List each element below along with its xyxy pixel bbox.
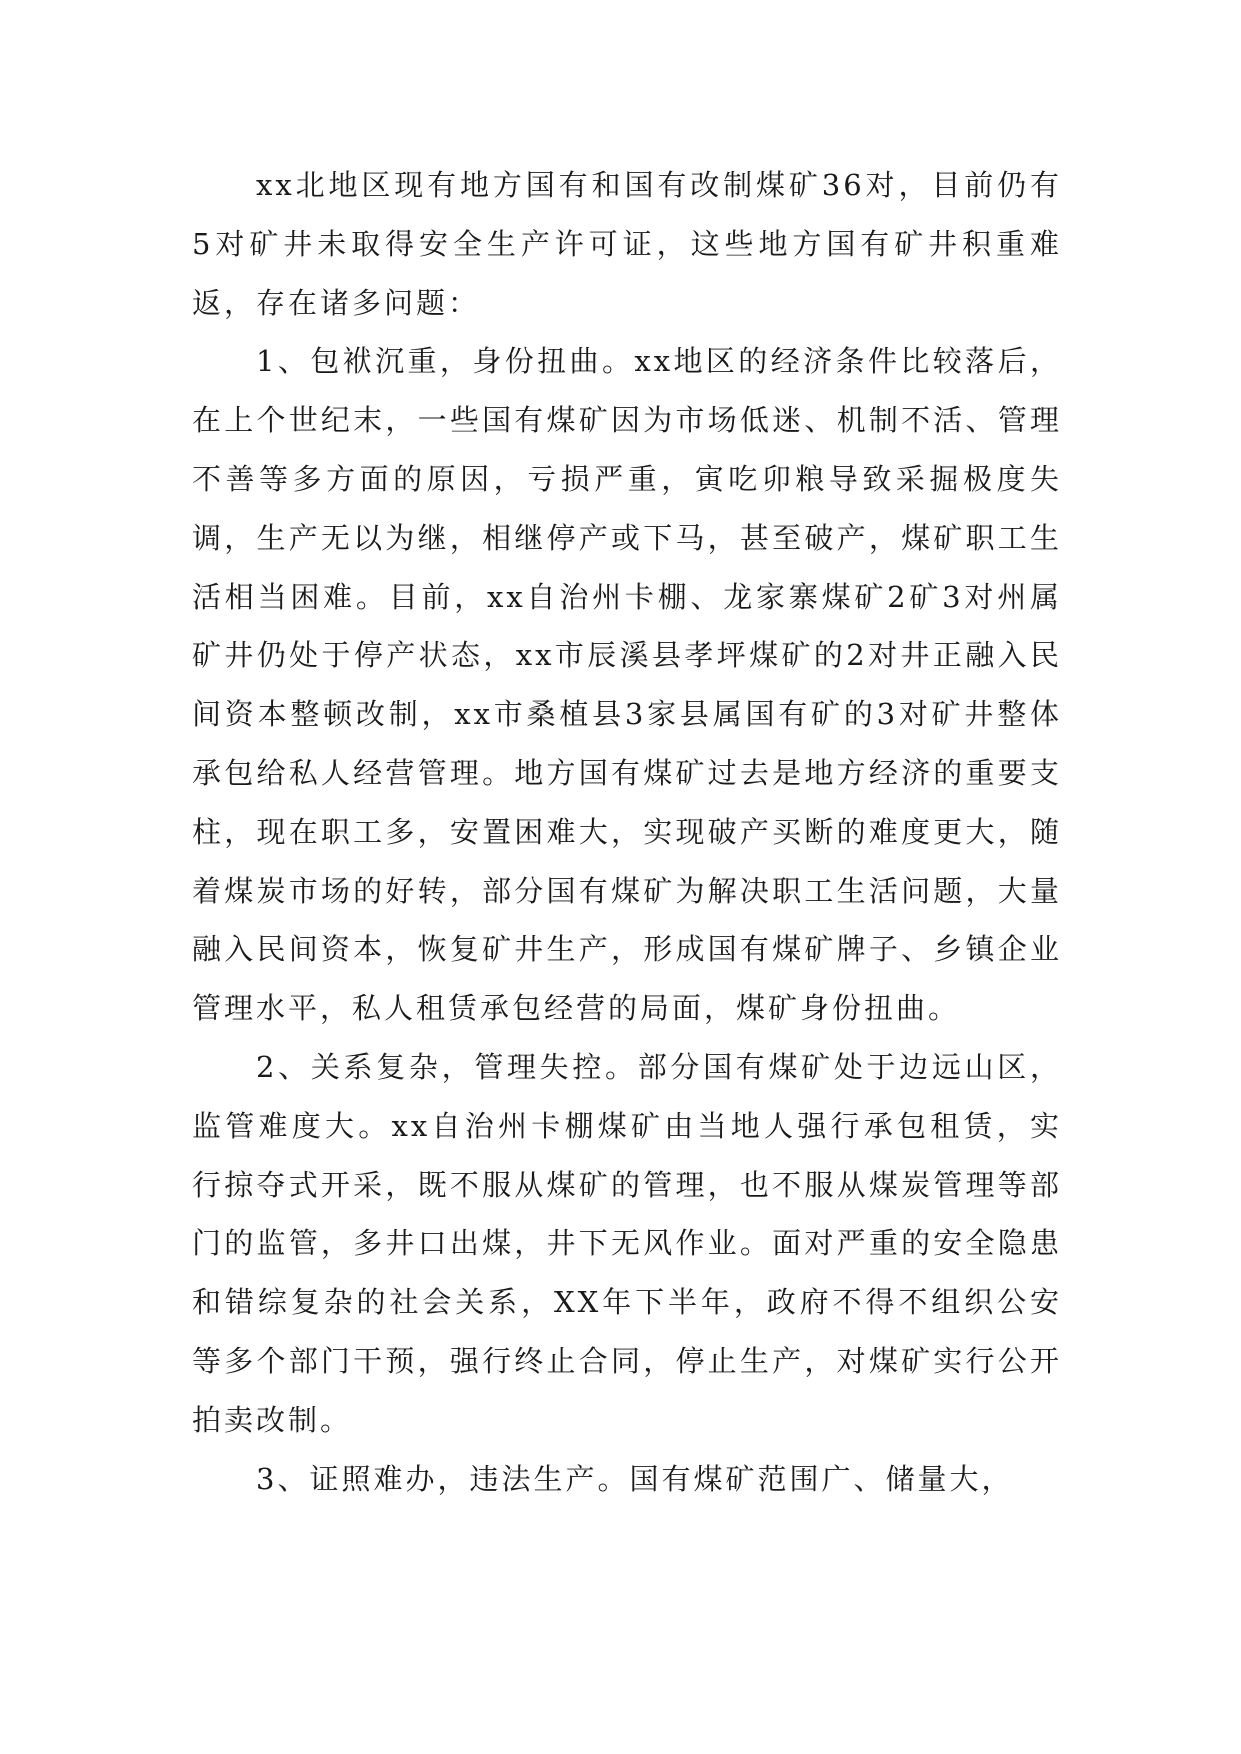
paragraph-point-2: 2、关系复杂，管理失控。部分国有煤矿处于边远山区，监管难度大。xx自治州卡棚煤矿由当地人强行承包租赁，实行掠夺式开采，既不服从煤矿的管理，也不服从煤炭管理等部门的监管，多井口出煤，井下无风作业。面对严重的安全隐患和错综复杂的社会关系，XX年下半年，政府不得不组织公安等多个部门干预，强行终止合同，停止生产，对煤矿实行公开拍卖改制。 [192, 1049, 1062, 1437]
paragraph-point-1: 1、包袱沉重，身份扭曲。xx地区的经济条件比较落后，在上个世纪末，一些国有煤矿因为市场低迷、机制不活、管理不善等多方面的原因，亏损严重，寅吃卯粮导致采掘极度失调，生产无以为继，相继停产或下马，甚至破产，煤矿职工生活相当困难。目前，xx自治州卡棚、龙家寨煤矿2矿3对州属矿井仍处于停产状态，xx市辰溪县孝坪煤矿的2对井正融入民间资本整顿改制，xx市桑植县3家县属国有矿的3对矿井整体承包给私人经营管理。地方国有煤矿过去是地方经济的重要支柱，现在职工多，安置困难大，实现破产买断的难度更大，随着煤炭市场的好转，部分国有煤矿为解决职工生活问题，大量融入民间资本，恢复矿井生产，形成国有煤矿牌子、乡镇企业管理水平，私人租赁承包经营的局面，煤矿身份扭曲。 [192, 344, 1062, 1026]
document-body [192, 156, 1062, 1508]
paragraph-point-3: 3、证照难办，违法生产。国有煤矿范围广、储量大， [256, 1461, 1014, 1496]
paragraph-intro: xx北地区现有地方国有和国有改制煤矿36对，目前仍有5对矿井未取得安全生产许可证，这些地方国有矿井积重难返，存在诸多问题： [192, 168, 1062, 320]
